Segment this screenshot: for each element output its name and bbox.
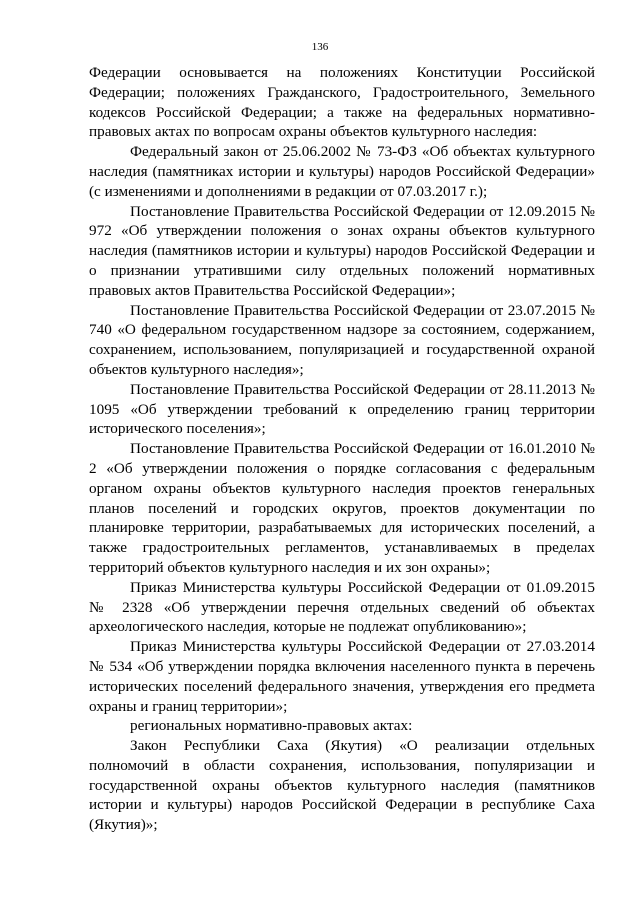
- paragraph-order-2328: Приказ Министерства культуры Российской Федерации от 01.09.2015 № 2328 «Об утверждении перечня отдельных сведений об объектах археологического наследия, которые не подлежат опубликованию»;: [89, 578, 595, 636]
- paragraph-resolution-2: Постановление Правительства Российской Федерации от 16.01.2010 № 2 «Об утверждении положения о порядке согласования с федеральным органом охраны объектов культурного наследия проектов генеральных планов поселений и городских округов, проектов документации по планировке территории, разрабатываемых для исторических поселений, а также градостроительных регламентов, устанавливаемых в пределах территорий объектов культурного наследия и их зон охраны»;: [89, 440, 595, 576]
- paragraph-federal-law-73: Федеральный закон от 25.06.2002 № 73-ФЗ «Об объектах культурного наследия (памятниках истории и культуры) народов Российской Федерации» (с изменениями и дополнениями в редакции от 07.03.2017 г.);: [89, 143, 595, 200]
- paragraph-order-534: Приказ Министерства культуры Российской Федерации от 27.03.2014 № 534 «Об утверждении порядка включения населенного пункта в перечень исторических поселений федерального значения, утверждения его предмета охраны и границ территории»;: [89, 638, 595, 715]
- paragraph-intro: Федерации основывается на положениях Конституции Российской Федерации; положениях Гражданского, Градостроительного, Земельного кодексов Российской Федерации; а также на федеральных нормативно-правовых актах по вопросам охраны объектов культурного наследия:: [89, 64, 595, 141]
- document-body: [89, 63, 595, 835]
- paragraph-regional-acts: региональных нормативно-правовых актах:: [130, 717, 413, 735]
- paragraph-resolution-740: Постановление Правительства Российской Федерации от 23.07.2015 № 740 «О федеральном государственном надзоре за состоянием, содержанием, сохранением, использованием, популяризацией и государственной охраной объектов культурного наследия»;: [89, 301, 595, 378]
- paragraph-resolution-1095: Постановление Правительства Российской Федерации от 28.11.2013 № 1095 «Об утверждении требований к определению границ территории исторического поселения»;: [89, 380, 595, 438]
- paragraph-sakha-law: Закон Республики Саха (Якутия) «О реализации отдельных полномочий в области сохранения, использования, популяризации и государственной охраны объектов культурного наследия (памятников истории и культуры) народов Российской Федерации в республике Саха (Якутия)»;: [89, 737, 595, 834]
- page-number: 136: [311, 41, 329, 53]
- paragraph-resolution-972: Постановление Правительства Российской Федерации от 12.09.2015 № 972 «Об утверждении положения о зонах охраны объектов культурного наследия (памятников истории и культуры) народов Российской Федерации и о признании утратившими силу отдельных положений нормативных правовых актов Правительства Российской Федерации»;: [89, 202, 595, 299]
